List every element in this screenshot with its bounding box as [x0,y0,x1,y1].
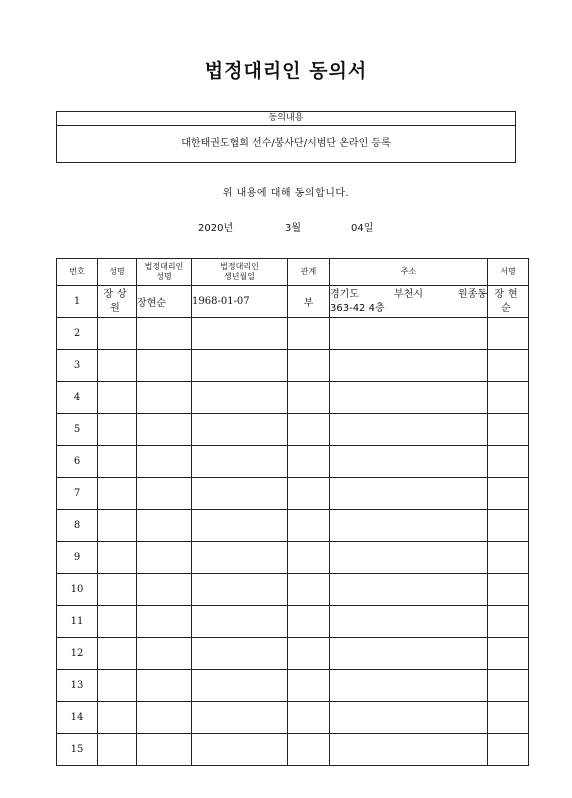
relation [288,702,330,734]
address [330,446,488,478]
address [330,702,488,734]
student-name [98,350,137,382]
guardian-table [56,258,529,766]
representative-name: 장현순 [137,286,192,318]
relation [288,670,330,702]
address [330,542,488,574]
col-header-address: 주소 [330,259,488,286]
representative-birth-date [192,606,288,638]
address [330,606,488,638]
table-row [57,350,529,382]
relation [288,414,330,446]
representative-birth-date [192,478,288,510]
col-header-representative-label: 법정대리인 성명 [144,262,184,281]
address-district: 원종동 [458,288,487,300]
representative-birth-date [192,382,288,414]
signature [488,510,529,542]
table-row [57,670,529,702]
row-number: 13 [57,670,98,702]
representative-birth-date [192,670,288,702]
representative-name [137,574,192,606]
student-name [98,382,137,414]
relation [288,606,330,638]
table-row [57,286,529,318]
row-number: 1 [57,286,98,318]
col-header-name: 성명 [98,259,137,286]
signature: 장현순 [488,286,529,318]
address [330,382,488,414]
student-name [98,702,137,734]
student-name [98,638,137,670]
table-row [57,702,529,734]
representative-name [137,670,192,702]
address-line-1 [330,288,487,302]
row-number: 10 [57,574,98,606]
representative-name [137,510,192,542]
table-row [57,574,529,606]
row-number: 3 [57,350,98,382]
representative-birth-date [192,414,288,446]
representative-name [137,414,192,446]
student-name [98,542,137,574]
representative-name [137,606,192,638]
address [330,734,488,766]
document-title: 법정대리인 동의서 [204,60,368,82]
representative-birth-date [192,734,288,766]
consent-header: 동의내용 [57,112,515,126]
table-row [57,542,529,574]
relation [288,638,330,670]
student-name: 장상원 [98,286,137,318]
address [330,670,488,702]
table-row [57,382,529,414]
representative-birth-date [192,318,288,350]
representative-name [137,478,192,510]
row-number: 8 [57,510,98,542]
student-name [98,510,137,542]
representative-name [137,350,192,382]
consent-body: 대한태권도협회 선수/봉사단/시범단 온라인 등록 [181,138,391,149]
address [330,414,488,446]
table-row [57,638,529,670]
student-name [98,670,137,702]
representative-birth-date [192,446,288,478]
address [330,638,488,670]
table-row [57,606,529,638]
representative-name [137,702,192,734]
signature [488,734,529,766]
relation [288,382,330,414]
row-number: 9 [57,542,98,574]
representative-birth-date [192,702,288,734]
row-number: 14 [57,702,98,734]
address [330,318,488,350]
row-number: 7 [57,478,98,510]
table-header-row [57,259,529,286]
signature [488,414,529,446]
address [330,478,488,510]
col-header-birth-date [192,259,288,286]
representative-name [137,734,192,766]
student-name [98,734,137,766]
table-row [57,414,529,446]
representative-birth-date [192,542,288,574]
relation [288,734,330,766]
signature [488,574,529,606]
signature [488,318,529,350]
signature [488,350,529,382]
row-number: 2 [57,318,98,350]
address [330,510,488,542]
representative-birth-date [192,350,288,382]
consent-content-box [56,111,516,163]
relation [288,510,330,542]
relation [288,542,330,574]
relation [288,446,330,478]
row-number: 11 [57,606,98,638]
representative-name [137,446,192,478]
table-row [57,446,529,478]
col-header-birth-date-label: 법정대리인 생년월일 [220,262,259,281]
representative-name [137,638,192,670]
row-number: 5 [57,414,98,446]
representative-name [137,542,192,574]
col-header-relation: 관계 [288,259,330,286]
signature [488,606,529,638]
table-row [57,734,529,766]
date-day: 04일 [351,223,374,234]
row-number: 4 [57,382,98,414]
relation [288,350,330,382]
representative-birth-date [192,638,288,670]
table-row [57,510,529,542]
row-number: 15 [57,734,98,766]
address [330,350,488,382]
signature [488,478,529,510]
signature [488,382,529,414]
student-name [98,574,137,606]
representative-birth-date [192,574,288,606]
address-city: 부천시 [394,288,423,300]
relation [288,318,330,350]
col-header-signature: 서명 [488,259,529,286]
representative-birth-date: 1968-01-07 [192,286,288,318]
relation [288,478,330,510]
row-number: 12 [57,638,98,670]
agreement-text: 위 내용에 대해 동의합니다. [222,188,350,199]
relation: 부 [288,286,330,318]
signature [488,702,529,734]
signature [488,638,529,670]
signature [488,446,529,478]
relation [288,574,330,606]
date-month: 3월 [285,223,302,234]
signature [488,670,529,702]
student-name [98,478,137,510]
representative-birth-date [192,510,288,542]
student-name [98,414,137,446]
student-name [98,606,137,638]
address [330,286,488,318]
col-header-number: 번호 [57,259,98,286]
address-province: 경기도 [330,288,359,300]
col-header-representative [137,259,192,286]
table-row [57,478,529,510]
representative-name [137,382,192,414]
row-number: 6 [57,446,98,478]
student-name [98,318,137,350]
representative-name [137,318,192,350]
table-row [57,318,529,350]
address-line-2: 363-42 4층 [330,302,385,314]
address [330,574,488,606]
signature [488,542,529,574]
student-name [98,446,137,478]
date-year: 2020년 [198,223,234,234]
